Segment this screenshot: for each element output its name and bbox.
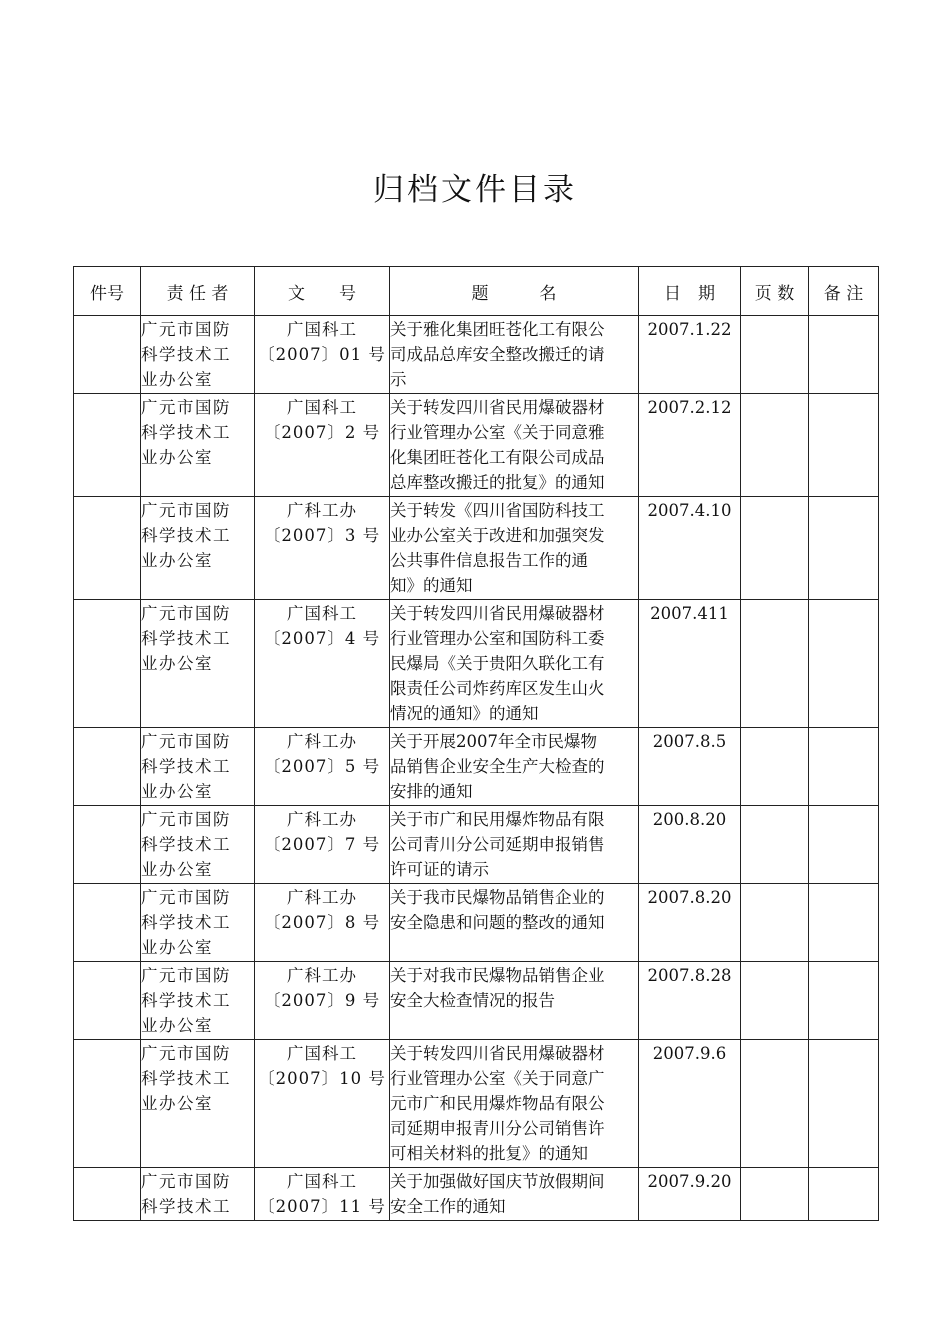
cell-doc-no-line: 〔2007〕11 号 <box>258 1197 386 1216</box>
cell-author-line: 业办公室 <box>141 551 213 570</box>
cell-remarks <box>809 1040 879 1168</box>
cell-doc-no <box>255 806 390 884</box>
cell-title <box>390 962 639 1040</box>
cell-doc-no <box>255 962 390 1040</box>
table-header-row <box>74 267 879 316</box>
cell-doc-no-line: 〔2007〕01 号 <box>258 345 386 364</box>
cell-title-line: 关于转发四川省民用爆破器材 <box>390 398 605 417</box>
cell-doc-no <box>255 316 390 394</box>
table-row <box>74 600 879 728</box>
cell-author-line: 业办公室 <box>141 782 213 801</box>
cell-remarks <box>809 962 879 1040</box>
cell-doc-no <box>255 728 390 806</box>
cell-pages <box>741 394 809 497</box>
cell-item-no <box>74 728 141 806</box>
cell-author-line: 科学技术工 <box>141 526 231 545</box>
cell-date: 2007.2.12 <box>639 394 741 497</box>
cell-author-line: 科学技术工 <box>141 757 231 776</box>
cell-doc-no-line: 〔2007〕8 号 <box>263 913 381 932</box>
cell-author-line: 广元市国防 <box>141 604 231 623</box>
cell-author-line: 业办公室 <box>141 1016 213 1035</box>
cell-doc-no-line: 〔2007〕3 号 <box>263 526 381 545</box>
cell-title-line: 关于我市民爆物品销售企业的 <box>390 888 605 907</box>
cell-author-line: 科学技术工 <box>141 991 231 1010</box>
page-title: 归档文件目录 <box>373 172 577 208</box>
cell-title-line: 化集团旺苍化工有限公司成品 <box>390 448 605 467</box>
cell-title-line: 关于加强做好国庆节放假期间 <box>390 1172 605 1191</box>
cell-title-line: 行业管理办公室《关于同意雅 <box>390 423 605 442</box>
cell-doc-no-line: 广科工办 <box>287 810 357 829</box>
cell-date: 2007.9.6 <box>639 1040 741 1168</box>
cell-author-line: 广元市国防 <box>141 888 231 907</box>
cell-author <box>141 497 255 600</box>
header-item-no: 件号 <box>74 267 141 316</box>
cell-title-line: 司成品总库安全整改搬迁的请 <box>390 345 605 364</box>
archive-catalog-table <box>73 266 879 1221</box>
cell-title-line: 行业管理办公室《关于同意广 <box>390 1069 605 1088</box>
cell-title-line: 总库整改搬迁的批复》的通知 <box>390 473 605 492</box>
cell-item-no <box>74 1168 141 1221</box>
cell-author-line: 广元市国防 <box>141 398 231 417</box>
cell-doc-no <box>255 1168 390 1221</box>
table-row <box>74 962 879 1040</box>
cell-title-line: 安全隐患和问题的整改的通知 <box>390 913 605 932</box>
cell-remarks <box>809 600 879 728</box>
table-row <box>74 394 879 497</box>
cell-author-line: 业办公室 <box>141 1094 213 1113</box>
cell-remarks <box>809 884 879 962</box>
cell-date: 2007.4.10 <box>639 497 741 600</box>
cell-pages <box>741 806 809 884</box>
cell-title-line: 关于开展2007年全市民爆物 <box>390 732 597 751</box>
cell-item-no <box>74 497 141 600</box>
cell-doc-no-line: 广科工办 <box>287 888 357 907</box>
cell-author-line: 广元市国防 <box>141 732 231 751</box>
cell-date: 2007.8.28 <box>639 962 741 1040</box>
cell-title-line: 元市广和民用爆炸物品有限公 <box>390 1094 605 1113</box>
table-row <box>74 1168 879 1221</box>
cell-title-line: 业办公室关于改进和加强突发 <box>390 526 605 545</box>
cell-title-line: 情况的通知》的通知 <box>390 704 539 723</box>
cell-title-line: 公共事件信息报告工作的通 <box>390 551 588 570</box>
header-pages: 页 数 <box>741 267 809 316</box>
header-doc-no: 文 号 <box>255 267 390 316</box>
table-row <box>74 1040 879 1168</box>
cell-title-line: 品销售企业安全生产大检查的 <box>390 757 605 776</box>
cell-author <box>141 316 255 394</box>
cell-title-line: 可相关材料的批复》的通知 <box>390 1144 588 1163</box>
cell-title-line: 许可证的请示 <box>390 860 489 879</box>
cell-doc-no <box>255 394 390 497</box>
cell-doc-no <box>255 884 390 962</box>
cell-author <box>141 1040 255 1168</box>
header-remarks: 备 注 <box>809 267 879 316</box>
cell-title <box>390 316 639 394</box>
cell-pages <box>741 728 809 806</box>
cell-title <box>390 600 639 728</box>
cell-pages <box>741 316 809 394</box>
table-row <box>74 806 879 884</box>
cell-date: 2007.8.5 <box>639 728 741 806</box>
cell-date: 2007.411 <box>639 600 741 728</box>
cell-author-line: 广元市国防 <box>141 320 231 339</box>
cell-title-line: 关于雅化集团旺苍化工有限公 <box>390 320 605 339</box>
cell-author-line: 科学技术工 <box>141 835 231 854</box>
cell-title <box>390 806 639 884</box>
cell-date: 200.8.20 <box>639 806 741 884</box>
cell-item-no <box>74 316 141 394</box>
cell-item-no <box>74 1040 141 1168</box>
cell-author-line: 广元市国防 <box>141 1044 231 1063</box>
cell-author-line: 科学技术工 <box>141 345 231 364</box>
cell-title-line: 民爆局《关于贵阳久联化工有 <box>390 654 605 673</box>
cell-doc-no-line: 〔2007〕9 号 <box>263 991 381 1010</box>
cell-author <box>141 806 255 884</box>
cell-title-line: 安全大检查情况的报告 <box>390 991 555 1010</box>
cell-doc-no-line: 〔2007〕5 号 <box>263 757 381 776</box>
cell-title <box>390 1168 639 1221</box>
cell-doc-no-line: 广科工办 <box>287 966 357 985</box>
cell-date: 2007.1.22 <box>639 316 741 394</box>
cell-doc-no-line: 广科工办 <box>287 501 357 520</box>
cell-author-line: 业办公室 <box>141 370 213 389</box>
cell-title-line: 安排的通知 <box>390 782 473 801</box>
cell-author-line: 业办公室 <box>141 938 213 957</box>
cell-author <box>141 962 255 1040</box>
cell-pages <box>741 600 809 728</box>
cell-author-line: 业办公室 <box>141 448 213 467</box>
cell-title-line: 司延期申报青川分公司销售许 <box>390 1119 605 1138</box>
table-row <box>74 497 879 600</box>
cell-pages <box>741 1040 809 1168</box>
cell-pages <box>741 962 809 1040</box>
cell-author-line: 广元市国防 <box>141 966 231 985</box>
cell-title <box>390 1040 639 1168</box>
cell-doc-no-line: 广国科工 <box>287 1172 357 1191</box>
cell-title-line: 公司青川分公司延期申报销售 <box>390 835 605 854</box>
cell-item-no <box>74 884 141 962</box>
cell-title-line: 关于转发四川省民用爆破器材 <box>390 1044 605 1063</box>
cell-date: 2007.8.20 <box>639 884 741 962</box>
cell-title-line: 行业管理办公室和国防科工委 <box>390 629 605 648</box>
cell-author-line: 科学技术工 <box>141 1197 231 1216</box>
cell-author-line: 科学技术工 <box>141 913 231 932</box>
cell-title-line: 关于转发四川省民用爆破器材 <box>390 604 605 623</box>
cell-author <box>141 728 255 806</box>
cell-remarks <box>809 806 879 884</box>
cell-doc-no-line: 〔2007〕2 号 <box>263 423 381 442</box>
cell-title-line: 安全工作的通知 <box>390 1197 506 1216</box>
cell-author <box>141 600 255 728</box>
cell-doc-no-line: 广国科工 <box>287 398 357 417</box>
cell-title-line: 示 <box>390 370 407 389</box>
cell-author <box>141 394 255 497</box>
cell-title <box>390 497 639 600</box>
cell-item-no <box>74 806 141 884</box>
cell-author-line: 广元市国防 <box>141 501 231 520</box>
cell-author-line: 业办公室 <box>141 654 213 673</box>
header-title: 题 名 <box>390 267 639 316</box>
cell-title-line: 关于市广和民用爆炸物品有限 <box>390 810 605 829</box>
cell-title-line: 知》的通知 <box>390 576 473 595</box>
cell-title-line: 限责任公司炸药库区发生山火 <box>390 679 605 698</box>
cell-remarks <box>809 1168 879 1221</box>
cell-author-line: 科学技术工 <box>141 629 231 648</box>
table-row <box>74 884 879 962</box>
cell-remarks <box>809 316 879 394</box>
cell-date: 2007.9.20 <box>639 1168 741 1221</box>
cell-doc-no-line: 广国科工 <box>287 320 357 339</box>
cell-author-line: 广元市国防 <box>141 810 231 829</box>
cell-doc-no-line: 广国科工 <box>287 604 357 623</box>
cell-item-no <box>74 394 141 497</box>
cell-title-line: 关于对我市民爆物品销售企业 <box>390 966 605 985</box>
cell-author-line: 业办公室 <box>141 860 213 879</box>
header-date: 日 期 <box>639 267 741 316</box>
table-row <box>74 728 879 806</box>
cell-remarks <box>809 728 879 806</box>
cell-item-no <box>74 962 141 1040</box>
cell-doc-no <box>255 1040 390 1168</box>
cell-title <box>390 394 639 497</box>
cell-item-no <box>74 600 141 728</box>
cell-doc-no <box>255 600 390 728</box>
cell-pages <box>741 497 809 600</box>
cell-remarks <box>809 497 879 600</box>
cell-title <box>390 728 639 806</box>
cell-author <box>141 1168 255 1221</box>
cell-doc-no <box>255 497 390 600</box>
table-body <box>74 316 879 1221</box>
cell-title <box>390 884 639 962</box>
cell-remarks <box>809 394 879 497</box>
cell-author-line: 广元市国防 <box>141 1172 231 1191</box>
cell-doc-no-line: 广科工办 <box>287 732 357 751</box>
cell-doc-no-line: 〔2007〕4 号 <box>263 629 381 648</box>
cell-pages <box>741 884 809 962</box>
header-author: 责 任 者 <box>141 267 255 316</box>
cell-doc-no-line: 〔2007〕10 号 <box>258 1069 386 1088</box>
cell-author-line: 科学技术工 <box>141 423 231 442</box>
cell-pages <box>741 1168 809 1221</box>
cell-doc-no-line: 〔2007〕7 号 <box>263 835 381 854</box>
cell-author-line: 科学技术工 <box>141 1069 231 1088</box>
cell-author <box>141 884 255 962</box>
cell-doc-no-line: 广国科工 <box>287 1044 357 1063</box>
table-row <box>74 316 879 394</box>
cell-title-line: 关于转发《四川省国防科技工 <box>390 501 605 520</box>
